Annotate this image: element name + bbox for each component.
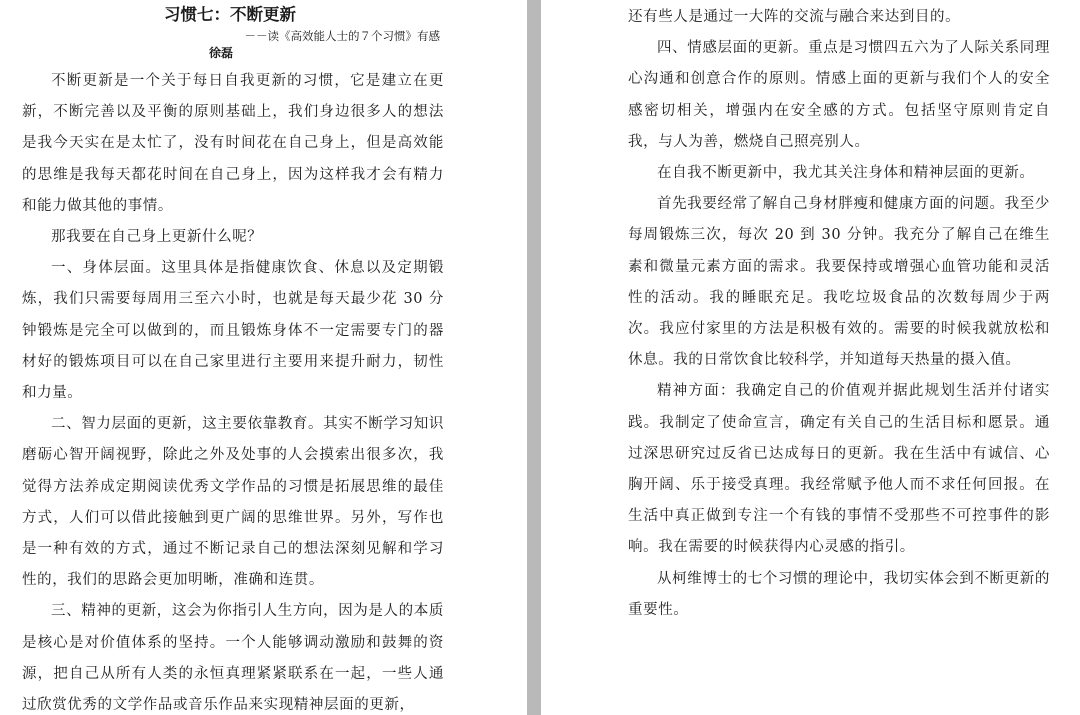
page-gutter — [527, 0, 541, 715]
paragraph: 在自我不断更新中，我尤其关注身体和精神层面的更新。 — [657, 165, 1035, 182]
right-page — [541, 0, 1080, 715]
author-name: 徐磊 — [208, 46, 233, 60]
paragraph: 从柯维博士的七个习惯的理论中，我切实体会到不断更新的重要性。 — [628, 570, 1050, 618]
left-page-body — [22, 66, 444, 715]
right-page-body — [628, 2, 1050, 626]
paragraph: 那我要在自己身上更新什么呢？ — [51, 229, 263, 246]
paragraph: 三、精神的更新，这会为你指引人生方向，因为是人的本质是核心是对价值体系的坚持。一个人能够调动激励和鼓舞的资源，把自己从所有人类的永恒真理紧紧联系在一起，一些人通过欣赏优秀的文学作品或音乐作品来实现精神层面的更新， — [22, 603, 444, 714]
paragraph: 四、情感层面的更新。重点是习惯四五六为了人际关系同理心沟通和创意合作的原则。情感上面的更新与我们个人的安全感密切相关，增强内在安全感的方式。包括坚守原则肯定自我，与人为善，燃烧自己照亮别人。 — [628, 40, 1050, 150]
paragraph: 二、智力层面的更新，这主要依靠教育。其实不断学习知识磨砺心智开阔视野，除此之外及处事的人会摸索出很多次，我觉得方法养成定期阅读优秀文学作品的习惯是拓展思维的最佳方式，人们可以借此接触到更广阔的思维世界。另外，写作也是一种有效的方式，通过不断记录自己的想法深刻见解和学习性的，我们的思路会更加明晰，准确和连贯。 — [22, 416, 444, 589]
left-page — [0, 0, 527, 715]
paragraph: 不断更新是一个关于每日自我更新的习惯，它是建立在更新，不断完善以及平衡的原则基础上，我们身边很多人的想法是我今天实在是太忙了，没有时间花在自己身上，但是高效能的思维是我每天都花时间在自己身上，因为这样我才会有精力和能力做其他的事情。 — [22, 73, 444, 214]
paragraph: 一、身体层面。这里具体是指健康饮食、休息以及定期锻炼，我们只需要每周用三至六小时，也就是每天最少花 30 分钟锻炼是完全可以做到的，而且锻炼身体不一定需要专门的器材好的锻炼项目可以在自己家里进行主要用来提升耐力，韧性和力量。 — [22, 260, 444, 402]
paragraph: 还有些人是通过一大阵的交流与融合来达到目的。 — [628, 9, 961, 25]
paragraph: 精神方面：我确定自己的价值观并据此规划生活并付诸实践。我制定了使命宣言，确定有关自己的生活目标和愿景。通过深思研究过反省已达成每日的更新。我在生活中有诚信、心胸开阔、乐于接受真理。我经常赋予他人而不求任何回报。在生活中真正做到专注一个有钱的事情不受那些不可控事件的影响。我在需要的时候获得内心灵感的指引。 — [628, 383, 1050, 556]
page-subtitle: －－读《高效能人士的７个习惯》有感 — [244, 29, 440, 43]
page-title: 习惯七：不断更新 — [164, 5, 296, 24]
paragraph: 首先我要经常了解自己身材胖瘦和健康方面的问题。我至少每周锻炼三次，每次 20 到 30 分钟。我充分了解自己在维生素和微量元素方面的需求。我要保持或增强心血管功能和灵活性的活动。我的睡眠充足。我吃垃圾食品的次数每周少于两次。我应付家里的方法是积极有效的。需要的时候我就放松和休息。我的日常饮食比较科学，并知道每天热量的摄入值。 — [628, 196, 1050, 369]
